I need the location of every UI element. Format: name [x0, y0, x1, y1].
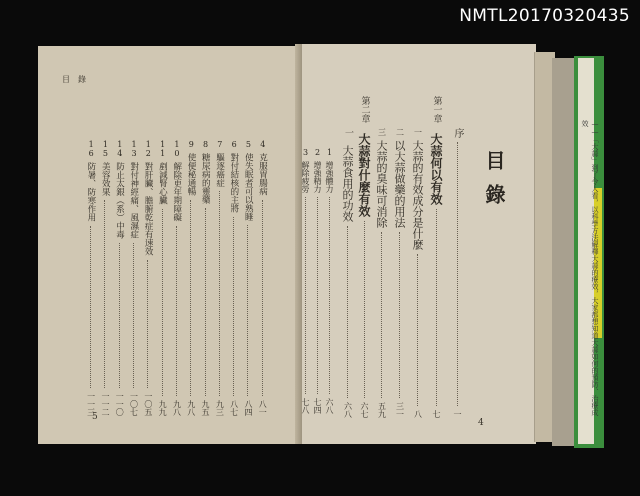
entry-page: 八七 [229, 400, 239, 416]
left-page-header: 目 錄 [62, 75, 86, 84]
toc-entry [376, 128, 387, 418]
entry-page: 五九 [377, 402, 387, 418]
entry-number: 一 [413, 128, 423, 136]
toc-entry [158, 140, 167, 416]
leader-dots [119, 243, 120, 389]
entry-title: 美容效果 [100, 162, 111, 196]
entry-title: 防暑、防寒作用 [85, 162, 96, 222]
chapter2-title: 大蒜對什麼有效 [357, 133, 371, 217]
toc-chapter1 [430, 96, 442, 418]
toc-entry [394, 128, 405, 418]
entry-page: 六八 [325, 398, 334, 414]
leader-dots [219, 191, 220, 396]
entry-number: 12 [143, 140, 153, 158]
chapter1-title: 大蒜何以有效 [429, 133, 443, 205]
chapter1-label: 第一章 [431, 96, 442, 123]
toc-entry [201, 140, 210, 416]
entry-title: 大蒜的臭味可消除 [375, 140, 388, 228]
toc-entry [144, 140, 153, 416]
toc-entry [229, 140, 238, 416]
leader-dots [233, 217, 234, 397]
entry-number: 15 [100, 140, 110, 158]
entry-page: 八一 [258, 400, 268, 416]
entry-title: 增強精力 [313, 161, 322, 193]
entry-page: 九五 [201, 400, 211, 416]
entry-number: 5 [243, 140, 253, 149]
cover-text: ——「大蒜」到了令人看，以科學方法解釋大蒜的療效，大家都想知道大蒜如何的預防、治療成效 [581, 120, 599, 416]
entry-page: 八四 [243, 400, 253, 416]
entry-page: 一〇七 [129, 392, 139, 416]
entry-title: 使失眠者可以熟睡 [243, 153, 254, 221]
toc-entry [412, 128, 423, 418]
section-page: 六八 [343, 402, 353, 418]
entry-number: 二 [395, 128, 405, 136]
entry-title: 對肝臟、膽腑乾症有速效 [143, 162, 154, 256]
entry-number: 三 [377, 128, 387, 136]
preface-label: 序 [452, 128, 463, 138]
entry-number: 11 [158, 140, 168, 158]
entry-title: 驅逐癌症 [214, 153, 225, 187]
entry-title: 解除疲勞 [301, 161, 310, 193]
leader-dots [247, 225, 248, 396]
leader-dots [436, 209, 437, 406]
leader-dots [417, 254, 418, 406]
toc-entry [313, 148, 321, 414]
leader-dots [162, 209, 163, 397]
entry-page: 一一三 [86, 392, 96, 416]
entry-title: 對付結核的主將 [228, 153, 239, 213]
leader-dots [305, 197, 306, 394]
entry-number: 3 [301, 148, 310, 157]
toc-entry [101, 140, 110, 416]
leader-dots [262, 200, 263, 397]
entry-title: 使便秘通暢 [186, 153, 196, 196]
entry-number: 13 [129, 140, 139, 158]
leader-dots [90, 226, 91, 389]
entry-number: 7 [215, 140, 225, 149]
entry-title: 以大蒜做藥的用法 [393, 140, 406, 228]
entry-page: 三一 [395, 402, 405, 418]
toc-entry [325, 148, 333, 414]
leader-dots [347, 226, 348, 398]
toc-entry [172, 140, 181, 416]
entry-page: 一〇五 [143, 392, 153, 416]
leader-dots [133, 243, 134, 389]
right-page-number: 4 [478, 418, 484, 428]
leader-dots [364, 221, 365, 398]
toc-entry [187, 140, 196, 416]
entry-number: 14 [115, 140, 125, 158]
toc-entry [115, 140, 124, 416]
entry-number: 4 [258, 140, 268, 149]
entry-title: 克服胃腸病 [257, 153, 268, 196]
leader-dots [190, 200, 191, 397]
leader-dots [147, 260, 148, 389]
toc-entry [129, 140, 138, 416]
entry-number: 16 [86, 140, 96, 158]
section-number: 一 [343, 128, 353, 137]
toc-chapter2 [358, 96, 370, 418]
entry-title: 剷減腎心臟 [157, 162, 168, 205]
entry-title: 解除更年期障礙 [171, 162, 182, 222]
entry-page: 七四 [313, 398, 322, 414]
leader-dots [457, 142, 458, 406]
entry-page: 九八 [186, 400, 196, 416]
toc-entry [258, 140, 267, 416]
leader-dots [104, 200, 105, 388]
entry-page: 九八 [172, 400, 182, 416]
toc-entry [86, 140, 95, 416]
leader-dots [205, 208, 206, 396]
entry-title: 糖尿病的靈藥 [200, 153, 211, 204]
leader-dots [399, 232, 400, 398]
toc-preface [452, 128, 462, 418]
entry-page: 九九 [158, 400, 168, 416]
entry-page: 九三 [215, 400, 225, 416]
entry-number: 8 [201, 140, 211, 149]
leader-dots [317, 197, 318, 394]
toc-chapter2-section [342, 128, 353, 418]
entry-number: 1 [325, 148, 334, 157]
entry-title: 增強體力 [325, 161, 334, 193]
entry-title: 大蒜的有效成分是什麼 [411, 140, 424, 250]
preface-page: 一 [453, 410, 462, 418]
toc-entry [301, 148, 309, 414]
entry-number: 2 [313, 148, 322, 157]
entry-number: 6 [229, 140, 239, 149]
leader-dots [329, 197, 330, 394]
entry-title: 對付神經痛、風濕症 [128, 162, 139, 239]
entry-page: 八 [413, 410, 423, 418]
left-page-number: 5 [92, 412, 98, 422]
section-title: 大蒜食用的功效 [341, 145, 354, 222]
toc-entry [244, 140, 253, 416]
page-title: 目錄 [482, 150, 506, 218]
entry-number: 9 [186, 140, 196, 149]
leader-dots [176, 226, 177, 397]
chapter2-page: 六七 [360, 402, 369, 418]
entry-page: 一一二 [100, 392, 110, 416]
entry-page: 一一〇 [115, 392, 125, 416]
toc-entry [215, 140, 224, 416]
entry-number: 10 [172, 140, 182, 158]
entry-title: 防止太銀（系）中毒 [114, 162, 125, 239]
entry-page: 七八 [301, 398, 310, 414]
archive-watermark: NMTL20170320435 [459, 6, 630, 26]
chapter1-page: 七 [432, 410, 441, 418]
leader-dots [381, 232, 382, 398]
chapter2-label: 第二章 [359, 96, 370, 123]
